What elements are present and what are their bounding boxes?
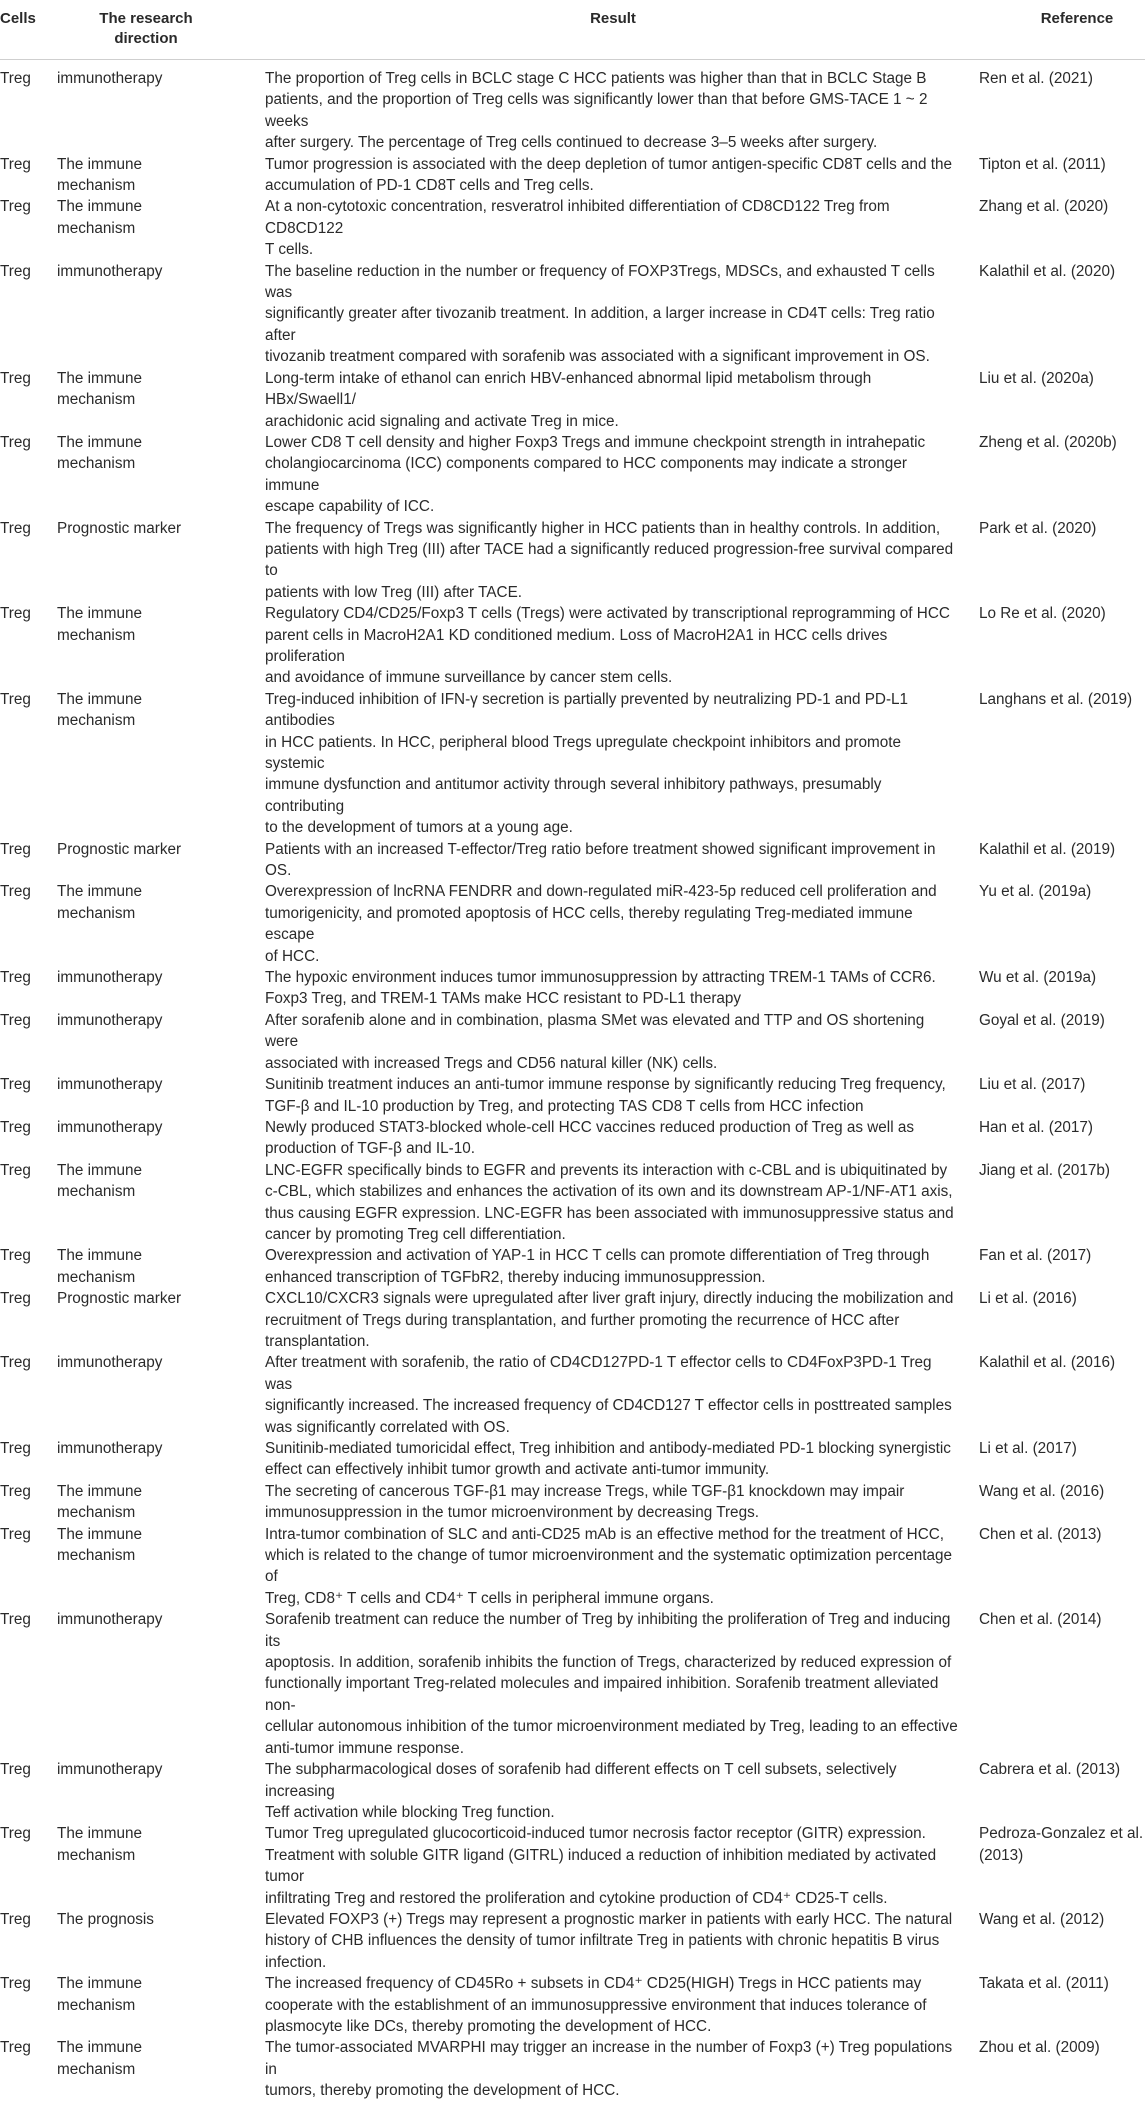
result-line: Treg, CD8⁺ T cells and CD4⁺ T cells in peripheral immune organs. [265, 1589, 714, 1607]
research-direction: The immune mechanism [57, 433, 143, 473]
result-line: Foxp3 Treg, and TREM-1 TAMs make HCC resistant to PD-L1 therapy [265, 990, 742, 1008]
result-text [265, 368, 979, 432]
cell-type: Treg [0, 1975, 31, 1993]
result-line: The proportion of Treg cells in BCLC stage C HCC patients was higher than that in BCLC Stage B [265, 70, 927, 87]
result-line: patients with low Treg (III) after TACE. [265, 583, 523, 601]
cell-type: Treg [0, 1525, 31, 1543]
reference-citation: Han et al. (2017) [979, 1118, 1093, 1136]
cell-type: Treg [0, 1354, 31, 1372]
reference-citation: Zhou et al. (2009) [979, 2039, 1100, 2057]
table-body [0, 60, 1145, 2102]
result-text [265, 1759, 979, 1823]
reference-citation: Liu et al. (2020a) [979, 369, 1094, 387]
result-line: recruitment of Tregs during transplantation, and further promoting the recurrence of HCC after [265, 1311, 900, 1329]
result-text [265, 154, 979, 197]
result-line: cellular autonomous inhibition of the tumor microenvironment mediated by Treg, leading to an effective [265, 1718, 958, 1736]
result-line: The hypoxic environment induces tumor immunosuppression by attracting TREM-1 TAMs of CCR6. [265, 969, 936, 987]
research-direction: The immune mechanism [57, 605, 143, 644]
table-row [0, 1524, 1145, 1610]
cell-type: Treg [0, 70, 31, 87]
result-text [265, 1823, 979, 1909]
result-text [265, 518, 979, 604]
research-direction: Prognostic marker [57, 840, 182, 858]
reference-citation: Kalathil et al. (2020) [979, 262, 1116, 280]
research-direction: The prognosis [57, 1910, 154, 1928]
cell-type: Treg [0, 1118, 31, 1136]
table-row [0, 154, 1145, 197]
result-line: patients, and the proportion of Treg cells was significantly lower than that before GMS-TACE 1 ~ 2 weeks [265, 91, 928, 130]
result-text [265, 1074, 979, 1117]
cell-type: Treg [0, 1611, 31, 1629]
result-line: Regulatory CD4/CD25/Foxp3 T cells (Tregs) were activated by transcriptional reprogramming of HCC [265, 605, 950, 623]
research-direction: immunotherapy [57, 1011, 163, 1029]
result-line: was significantly correlated with OS. [265, 1418, 510, 1436]
result-text [265, 1909, 979, 1973]
table-row [0, 689, 1145, 839]
result-line: Elevated FOXP3 (+) Tregs may represent a prognostic marker in patients with early HCC. The natural [265, 1910, 953, 1928]
cell-type: Treg [0, 1247, 31, 1265]
result-line: Teff activation while blocking Treg function. [265, 1803, 555, 1821]
research-direction: immunotherapy [57, 1440, 163, 1457]
table-row [0, 1973, 1145, 2037]
research-direction: immunotherapy [57, 1761, 163, 1779]
research-direction: immunotherapy [57, 969, 163, 987]
table-row [0, 261, 1145, 368]
result-line: arachidonic acid signaling and activate Treg in mice. [265, 412, 619, 430]
research-direction: The immune mechanism [57, 1975, 143, 2014]
result-line: which is related to the change of tumor microenvironment and the systematic optimization percentage of [265, 1547, 953, 1586]
research-direction: The immune mechanism [57, 883, 143, 922]
reference-citation: Kalathil et al. (2016) [979, 1354, 1116, 1372]
result-line: tumorigenicity, and promoted apoptosis of HCC cells, thereby regulating Treg-mediated immune escape [265, 904, 913, 944]
reference-citation: Park et al. (2020) [979, 519, 1097, 537]
reference-citation: Zheng et al. (2020b) [979, 433, 1117, 451]
result-text [265, 261, 979, 368]
table-header-row [0, 0, 1145, 60]
result-line: patients with high Treg (III) after TACE had a significantly reduced progression-free survival compared to [265, 540, 954, 580]
table-row [0, 967, 1145, 1010]
result-line: Long-term intake of ethanol can enrich HBV-enhanced abnormal lipid metabolism through HBx/Swaell1/ [265, 369, 872, 409]
table-row [0, 1909, 1145, 1973]
result-text [265, 1481, 979, 1524]
table-row [0, 1288, 1145, 1352]
reference-citation: Li et al. (2017) [979, 1440, 1077, 1457]
result-text [265, 839, 979, 882]
cell-type: Treg [0, 883, 31, 901]
result-line: The secreting of cancerous TGF-β1 may increase Tregs, while TGF-β1 knockdown may impair [265, 1482, 905, 1500]
reference-citation: Cabrera et al. (2013) [979, 1761, 1121, 1779]
result-line: effect can effectively inhibit tumor growth and activate anti-tumor immunity. [265, 1461, 770, 1479]
result-line: cancer by promoting Treg cell differentiation. [265, 1225, 566, 1243]
reference-citation: Goyal et al. (2019) [979, 1011, 1105, 1029]
cell-type: Treg [0, 1290, 31, 1308]
result-line: Tumor Treg upregulated glucocorticoid-induced tumor necrosis factor receptor (GITR) expression. [265, 1825, 926, 1843]
research-direction: The immune mechanism [57, 1247, 143, 1286]
result-line: and avoidance of immune surveillance by cancer stem cells. [265, 669, 673, 687]
research-direction: Prognostic marker [57, 519, 182, 537]
reference-citation: Jiang et al. (2017b) [979, 1161, 1110, 1179]
research-direction: The immune mechanism [57, 1161, 143, 1201]
reference-citation: Chen et al. (2014) [979, 1611, 1102, 1629]
research-direction: immunotherapy [57, 1118, 163, 1136]
result-line: enhanced transcription of TGFbR2, thereby inducing immunosuppression. [265, 1268, 766, 1286]
table-row [0, 1160, 1145, 1246]
result-text [265, 1160, 979, 1246]
cell-type: Treg [0, 1482, 31, 1500]
result-line: Treatment with soluble GITR ligand (GITRL) induced a reduction of inhibition mediated by activated tumor [265, 1846, 937, 1886]
result-line: production of TGF-β and IL-10. [265, 1140, 476, 1158]
cell-type: Treg [0, 1011, 31, 1029]
cell-type: Treg [0, 369, 31, 387]
research-direction: Prognostic marker [57, 1290, 182, 1308]
table-row [0, 1438, 1145, 1481]
result-line: to the development of tumors at a young age. [265, 819, 573, 837]
reference-citation: Li et al. (2016) [979, 1290, 1077, 1308]
result-line: functionally important Treg-related molecules and impaired inhibition. Sorafenib treatment alleviated non- [265, 1675, 939, 1714]
cell-type: Treg [0, 519, 31, 537]
result-line: plasmocyte like DCs, thereby promoting the development of HCC. [265, 2017, 712, 2035]
result-line: The frequency of Tregs was significantly higher in HCC patients than in healthy controls. In addition, [265, 519, 941, 537]
result-line: CXCL10/CXCR3 signals were upregulated after liver graft injury, directly inducing the mobilization and [265, 1290, 954, 1308]
result-text [265, 60, 979, 154]
result-line: after surgery. The percentage of Treg cells continued to decrease 3–5 weeks after surgery. [265, 134, 878, 152]
reference-citation: Wu et al. (2019a) [979, 969, 1097, 987]
result-line: immunosuppression in the tumor microenvironment by decreasing Tregs. [265, 1504, 759, 1522]
research-direction: immunotherapy [57, 1354, 163, 1372]
reference-citation: Takata et al. (2011) [979, 1975, 1109, 1993]
reference-citation: Pedroza-Gonzalez et al. (2013) [979, 1825, 1144, 1864]
result-line: tumors, thereby promoting the development of HCC. [265, 2082, 620, 2100]
cell-type: Treg [0, 155, 31, 173]
reference-citation: Zhang et al. (2020) [979, 198, 1109, 216]
cell-type: Treg [0, 2039, 31, 2057]
result-line: Lower CD8 T cell density and higher Foxp3 Tregs and immune checkpoint strength in intrahepatic [265, 433, 926, 451]
research-direction: The immune mechanism [57, 198, 143, 237]
research-direction: immunotherapy [57, 70, 163, 87]
research-direction: immunotherapy [57, 1611, 163, 1629]
reference-citation: Kalathil et al. (2019) [979, 840, 1116, 858]
reference-citation: Chen et al. (2013) [979, 1525, 1102, 1543]
reference-citation: Tipton et al. (2011) [979, 155, 1106, 173]
result-line: The baseline reduction in the number or frequency of FOXP3Tregs, MDSCs, and exhausted T cells was [265, 262, 935, 302]
cell-type: Treg [0, 1910, 31, 1928]
result-line: The tumor-associated MVARPHI may trigger an increase in the number of Foxp3 (+) Treg populations in [265, 2039, 953, 2078]
result-line: in HCC patients. In HCC, peripheral blood Tregs upregulate checkpoint inhibitors and promote systemic [265, 733, 902, 772]
table-row [0, 196, 1145, 260]
result-text [265, 1245, 979, 1288]
result-text [265, 967, 979, 1010]
result-line: associated with increased Tregs and CD56 natural killer (NK) cells. [265, 1054, 718, 1072]
cell-type: Treg [0, 1076, 31, 1094]
result-line: T cells. [265, 241, 314, 259]
result-line: c-CBL, which stabilizes and enhances the activation of its own and its downstream AP-1/NF-AT1 axis, [265, 1183, 953, 1201]
table-row [0, 1609, 1145, 1759]
table-row [0, 881, 1145, 967]
result-text [265, 196, 979, 260]
table-row [0, 1074, 1145, 1117]
result-line: TGF-β and IL-10 production by Treg, and protecting TAS CD8 T cells from HCC infection [265, 1097, 864, 1115]
reference-citation: Wang et al. (2016) [979, 1482, 1105, 1500]
reference-citation: Langhans et al. (2019) [979, 690, 1133, 708]
result-line: tivozanib treatment compared with sorafenib was associated with a significant improvement in OS. [265, 348, 930, 366]
research-direction: The immune mechanism [57, 369, 143, 409]
cell-type: Treg [0, 690, 31, 708]
table-row [0, 1117, 1145, 1160]
cell-type: Treg [0, 1825, 31, 1843]
research-direction: The immune mechanism [57, 2039, 143, 2078]
result-text [265, 1117, 979, 1160]
result-line: history of CHB influences the density of tumor infiltrate Treg in patients with chronic hepatitis B virus [265, 1932, 940, 1950]
table-row [0, 518, 1145, 604]
result-line: Newly produced STAT3-blocked whole-cell HCC vaccines reduced production of Treg as well as [265, 1118, 914, 1136]
cell-type: Treg [0, 1440, 31, 1457]
result-line: infection. [265, 1953, 327, 1971]
result-line: Intra-tumor combination of SLC and anti-CD25 mAb is an effective method for the treatment of HCC, [265, 1525, 945, 1543]
result-text [265, 1438, 979, 1481]
result-line: thus causing EGFR expression. LNC-EGFR has been associated with immunosuppressive status and [265, 1204, 954, 1222]
cell-type: Treg [0, 840, 31, 858]
result-line: significantly increased. The increased frequency of CD4CD127 T effector cells in posttreated samples [265, 1397, 952, 1415]
reference-citation: Yu et al. (2019a) [979, 883, 1092, 901]
research-direction: The immune mechanism [57, 1525, 143, 1565]
result-line: At a non-cytotoxic concentration, resveratrol inhibited differentiation of CD8CD122 Treg from CD8CD122 [265, 198, 890, 237]
result-line: Sunitinib-mediated tumoricidal effect, Treg inhibition and antibody-mediated PD-1 blocking synergistic [265, 1440, 951, 1457]
cell-type: Treg [0, 1761, 31, 1779]
research-direction: The immune mechanism [57, 690, 143, 730]
result-line: accumulation of PD-1 CD8T cells and Treg cells. [265, 177, 594, 195]
result-text [265, 432, 979, 518]
result-line: Tumor progression is associated with the deep depletion of tumor antigen-specific CD8T cells and the [265, 155, 953, 173]
cell-type: Treg [0, 969, 31, 987]
result-text [265, 881, 979, 967]
result-text [265, 2037, 979, 2101]
research-direction: The immune mechanism [57, 1482, 143, 1522]
result-text [265, 1973, 979, 2037]
reference-citation: Wang et al. (2012) [979, 1910, 1105, 1928]
result-line: anti-tumor immune response. [265, 1739, 464, 1757]
table-row [0, 603, 1145, 689]
table-row [0, 60, 1145, 154]
table-row [0, 1245, 1145, 1288]
reference-citation: Liu et al. (2017) [979, 1076, 1086, 1094]
reference-citation: Ren et al. (2021) [979, 70, 1093, 87]
result-line: parent cells in MacroH2A1 KD conditioned medium. Loss of MacroH2A1 in HCC cells drives proliferation [265, 626, 888, 665]
research-direction: The immune mechanism [57, 1825, 143, 1864]
result-line: cholangiocarcinoma (ICC) components compared to HCC components may indicate a stronger immune [265, 455, 907, 494]
result-line: Patients with an increased T-effector/Treg ratio before treatment showed significant improvement in OS. [265, 840, 936, 880]
cell-type: Treg [0, 433, 31, 451]
result-line: The increased frequency of CD45Ro + subsets in CD4⁺ CD25(HIGH) Tregs in HCC patients may [265, 1975, 922, 1993]
table-row [0, 1352, 1145, 1438]
table-row [0, 1823, 1145, 1909]
result-line: Overexpression and activation of YAP-1 in HCC T cells can promote differentiation of Treg through [265, 1247, 930, 1265]
cell-type: Treg [0, 262, 31, 280]
result-line: After treatment with sorafenib, the ratio of CD4CD127PD-1 T effector cells to CD4FoxP3PD-1 Treg was [265, 1354, 932, 1393]
result-line: LNC-EGFR specifically binds to EGFR and prevents its interaction with c-CBL and is ubiquitinated by [265, 1161, 948, 1179]
result-line: infiltrating Treg and restored the proliferation and cytokine production of CD4⁺ CD25-T cells. [265, 1889, 888, 1907]
table-row [0, 839, 1145, 882]
research-direction: immunotherapy [57, 262, 163, 280]
result-line: significantly greater after tivozanib treatment. In addition, a larger increase in CD4T cells: Treg ratio after [265, 305, 935, 344]
header-research-direction: The research direction [57, 0, 265, 60]
cell-type: Treg [0, 198, 31, 216]
result-line: Sorafenib treatment can reduce the number of Treg by inhibiting the proliferation of Treg and inducing its [265, 1611, 951, 1650]
result-line: of HCC. [265, 947, 320, 965]
reference-citation: Fan et al. (2017) [979, 1247, 1092, 1265]
table-row [0, 432, 1145, 518]
cell-type: Treg [0, 605, 31, 623]
result-line: Overexpression of lncRNA FENDRR and down-regulated miR-423-5p reduced cell proliferation and [265, 883, 937, 901]
result-text [265, 1524, 979, 1610]
result-text [265, 1010, 979, 1074]
table-row [0, 2037, 1145, 2101]
research-direction: The immune mechanism [57, 155, 143, 195]
result-line: immune dysfunction and antitumor activity through several inhibitory pathways, presumably contributing [265, 776, 882, 815]
table-row [0, 1759, 1145, 1823]
result-line: Treg-induced inhibition of IFN-γ secretion is partially prevented by neutralizing PD-1 and PD-L1 antibodies [265, 690, 909, 730]
result-line: The subpharmacological doses of sorafenib had different effects on T cell subsets, selectively increasing [265, 1761, 897, 1800]
cell-type: Treg [0, 1161, 31, 1179]
result-text [265, 603, 979, 689]
reference-citation: Lo Re et al. (2020) [979, 605, 1106, 623]
result-text [265, 689, 979, 839]
result-line: transplantation. [265, 1332, 370, 1350]
result-line: apoptosis. In addition, sorafenib inhibits the function of Tregs, characterized by reduced expression of [265, 1654, 952, 1672]
table-row [0, 1481, 1145, 1524]
header-reference: Reference [979, 0, 1145, 60]
result-line: After sorafenib alone and in combination, plasma SMet was elevated and TTP and OS shortening were [265, 1011, 925, 1051]
result-text [265, 1288, 979, 1352]
result-text [265, 1609, 979, 1759]
result-line: escape capability of ICC. [265, 498, 435, 516]
table-row [0, 368, 1145, 432]
result-line: Sunitinib treatment induces an anti-tumor immune response by significantly reducing Treg frequency, [265, 1076, 946, 1094]
result-line: cooperate with the establishment of an immunosuppressive environment that induces tolerance of [265, 1996, 927, 2014]
result-text [265, 1352, 979, 1438]
header-cells: Cells [0, 0, 57, 60]
table-row [0, 1010, 1145, 1074]
header-result: Result [265, 0, 979, 60]
research-direction: immunotherapy [57, 1076, 163, 1094]
